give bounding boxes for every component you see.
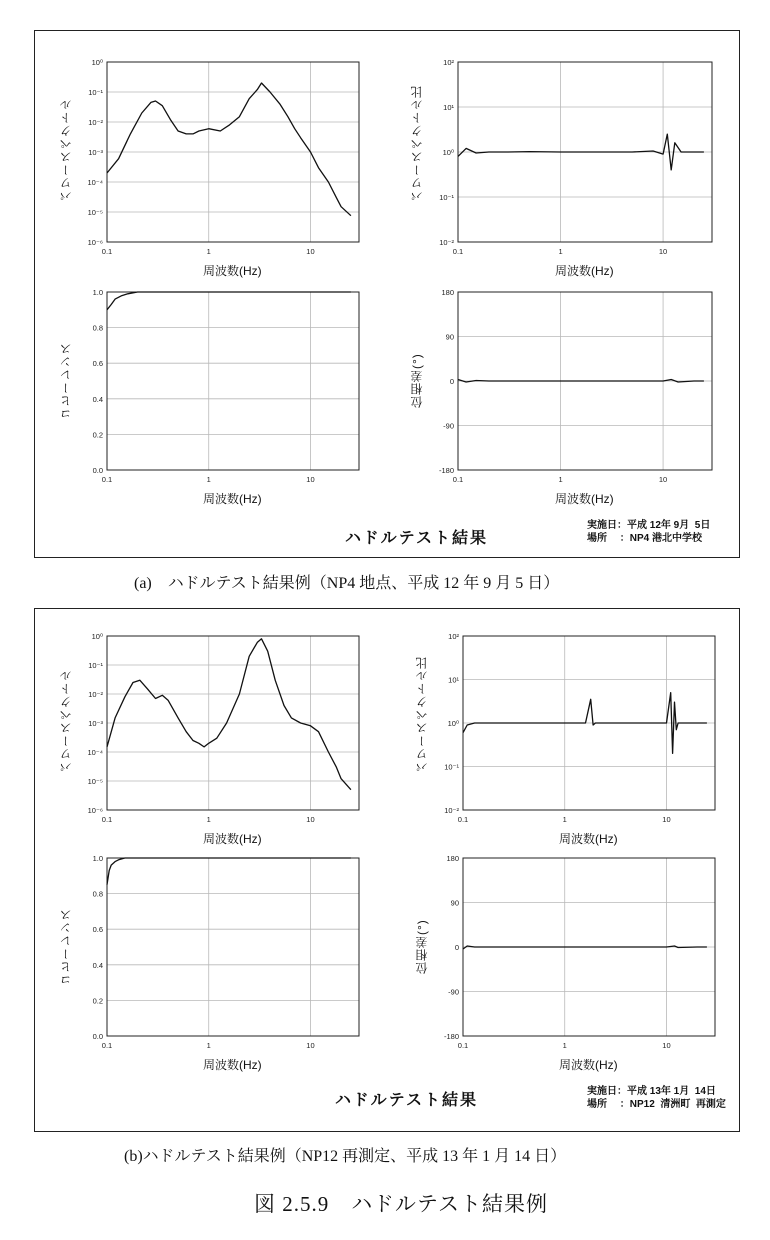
y-tick-label: 0.8 — [92, 323, 103, 333]
y-tick-label: 0.0 — [92, 466, 103, 475]
series-line — [107, 858, 351, 885]
series-line — [107, 639, 351, 790]
x-tick-label: 0.1 — [101, 815, 113, 824]
series-line — [107, 292, 351, 310]
y-tick-label: 10⁰ — [91, 58, 103, 67]
caption-b: (b)ハドルテスト結果例（NP12 再測定、平成 13 年 1 月 14 日） — [124, 1148, 567, 1165]
x-axis-label: 周波数(Hz) — [559, 832, 618, 846]
panel-title: ハドルテスト結果 — [335, 1092, 479, 1109]
y-tick-label: 10⁻⁵ — [87, 208, 103, 217]
y-tick-label: 180 — [446, 854, 459, 863]
y-tick-label: 0.6 — [92, 359, 103, 369]
x-tick-label: 10 — [306, 475, 315, 484]
y-axis-label: コヒーレンス — [59, 908, 73, 986]
y-tick-label: 10⁻⁶ — [87, 806, 103, 815]
y-axis-label: パワースペクトル比 — [410, 85, 424, 202]
x-tick-label: 1 — [562, 1041, 567, 1050]
x-tick-label: 1 — [206, 247, 211, 256]
test-date: 実施日：平成 12年 9月 5日 — [587, 520, 711, 531]
x-axis-label: 周波数(Hz) — [203, 492, 262, 506]
y-tick-label: 0.4 — [92, 960, 103, 970]
y-tick-label: 10⁰ — [442, 148, 454, 157]
y-axis-label: パワースペクトル比 — [415, 656, 429, 773]
y-tick-label: 10⁻⁵ — [87, 777, 103, 786]
y-tick-label: 0.2 — [92, 430, 103, 440]
plot-frame — [107, 292, 359, 470]
y-tick-label: 10⁰ — [91, 632, 103, 641]
plot-frame — [107, 858, 359, 1036]
x-tick-label: 10 — [662, 815, 671, 824]
x-tick-label: 1 — [558, 475, 563, 484]
x-tick-label: 0.1 — [452, 475, 464, 484]
x-tick-label: 1 — [562, 815, 567, 824]
y-tick-label: 0 — [449, 377, 454, 386]
x-tick-label: 0.1 — [101, 1041, 113, 1050]
y-tick-label: -90 — [448, 987, 459, 997]
x-axis-label: 周波数(Hz) — [203, 832, 262, 846]
y-tick-label: -90 — [443, 421, 454, 431]
y-tick-label: 90 — [445, 332, 454, 342]
chart-b-top-right — [444, 632, 715, 824]
y-tick-label: 0 — [454, 943, 459, 952]
y-tick-label: 10⁻¹ — [88, 88, 103, 97]
y-tick-label: 10⁻² — [444, 806, 459, 815]
series-line — [463, 946, 707, 949]
y-axis-label: パワースペクトル — [59, 98, 73, 202]
series-line — [107, 83, 351, 216]
y-axis-label: パワースペクトル — [59, 669, 73, 773]
y-tick-label: 0.2 — [92, 996, 103, 1006]
x-tick-label: 0.1 — [101, 475, 113, 484]
chart-a-bottom-left — [93, 288, 359, 484]
y-tick-label: 10⁻¹ — [439, 193, 454, 202]
x-axis-label: 周波数(Hz) — [555, 492, 614, 506]
y-tick-label: 10¹ — [443, 103, 454, 112]
y-tick-label: 0.6 — [92, 925, 103, 935]
figure-title: 図 2.5.9 ハドルテスト結果例 — [254, 1192, 548, 1216]
caption-a: (a) ハドルテスト結果例（NP4 地点、平成 12 年 9 月 5 日） — [134, 575, 560, 592]
y-tick-label: 180 — [441, 288, 454, 297]
x-tick-label: 1 — [558, 247, 563, 256]
y-axis-label: コヒーレンス — [59, 342, 73, 420]
y-tick-label: 1.0 — [92, 854, 103, 863]
y-tick-label: 90 — [450, 898, 459, 908]
x-tick-label: 10 — [662, 1041, 671, 1050]
y-tick-label: 10⁰ — [447, 719, 459, 728]
chart-a-bottom-right — [439, 288, 712, 484]
y-tick-label: 1.0 — [92, 288, 103, 297]
y-tick-label: 10⁻⁴ — [87, 748, 103, 757]
x-tick-label: 10 — [306, 1041, 315, 1050]
y-tick-label: 10⁻¹ — [444, 762, 459, 772]
chart-a-top-right — [439, 58, 712, 256]
y-tick-label: -180 — [438, 466, 454, 475]
test-date: 実施日：平成 13年 1月 14日 — [587, 1086, 716, 1097]
x-tick-label: 10 — [658, 475, 668, 484]
x-axis-label: 周波数(Hz) — [203, 264, 262, 278]
x-tick-label: 1 — [206, 815, 211, 824]
y-tick-label: 10² — [443, 58, 454, 67]
y-tick-label: 0.4 — [92, 394, 103, 404]
x-tick-label: 0.1 — [101, 247, 113, 256]
y-axis-label: 位相差(°) — [415, 919, 429, 975]
chart-b-bottom-left — [93, 854, 359, 1050]
y-tick-label: 10⁻³ — [88, 719, 103, 728]
y-tick-label: 10² — [448, 632, 459, 641]
y-tick-label: 10¹ — [448, 675, 459, 685]
y-tick-label: 10⁻² — [88, 690, 103, 699]
test-location: 場所 ：NP12 清洲町 再測定 — [587, 1099, 726, 1110]
x-tick-label: 1 — [206, 1041, 211, 1050]
x-tick-label: 0.1 — [457, 815, 469, 824]
y-tick-label: 10⁻² — [88, 118, 103, 127]
chart-b-top-left — [87, 632, 359, 824]
series-line — [458, 380, 704, 383]
x-tick-label: 10 — [306, 815, 315, 824]
x-tick-label: 0.1 — [457, 1041, 469, 1050]
chart-a-top-left — [87, 58, 359, 256]
chart-b-bottom-right — [444, 854, 715, 1050]
x-axis-label: 周波数(Hz) — [555, 264, 614, 278]
y-tick-label: 10⁻² — [439, 238, 454, 247]
x-tick-label: 1 — [206, 475, 211, 484]
test-location: 場所 ：NP4 港北中学校 — [587, 533, 703, 544]
x-tick-label: 10 — [658, 247, 668, 256]
y-tick-label: 10⁻⁶ — [87, 238, 103, 247]
y-tick-label: -180 — [443, 1032, 459, 1041]
y-tick-label: 10⁻³ — [88, 148, 103, 157]
panel-title: ハドルテスト結果 — [345, 530, 489, 547]
y-tick-label: 0.0 — [92, 1032, 103, 1041]
x-axis-label: 周波数(Hz) — [203, 1058, 262, 1072]
y-axis-label: 位相差(°) — [410, 353, 424, 409]
x-axis-label: 周波数(Hz) — [559, 1058, 618, 1072]
y-tick-label: 0.8 — [92, 889, 103, 899]
y-tick-label: 10⁻⁴ — [87, 178, 103, 187]
y-tick-label: 10⁻¹ — [88, 661, 103, 670]
x-tick-label: 10 — [306, 247, 315, 256]
x-tick-label: 0.1 — [452, 247, 464, 256]
